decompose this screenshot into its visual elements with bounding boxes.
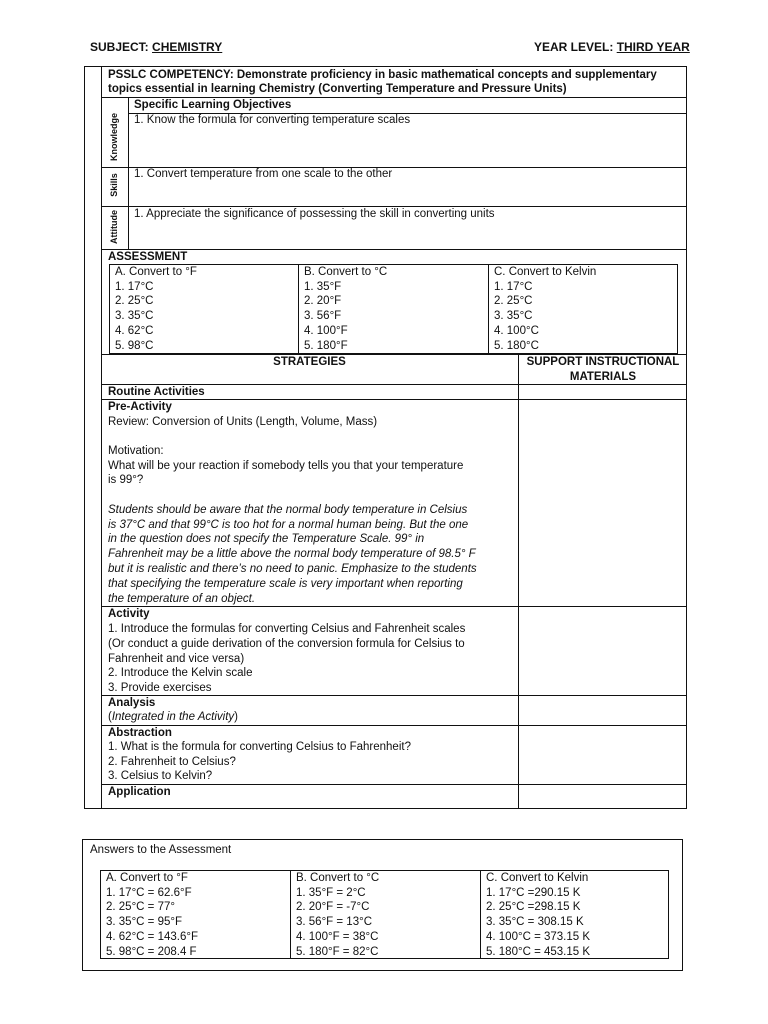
teacher-note-line: that specifying the temperature scale is very important when reporting (108, 578, 463, 590)
competency-line-1: PSSLC COMPETENCY: Demonstrate proficiency in basic mathematical concepts and supplementary (108, 69, 657, 81)
activity-heading: Activity (108, 608, 150, 620)
year-value: THIRD YEAR (616, 40, 690, 54)
competency-line-2: topics essential in learning Chemistry (Converting Temperature and Pressure Units) (108, 83, 567, 95)
knowledge-label: Knowledge (109, 113, 119, 162)
teacher-note-line: Fahrenheit may be a little above the normal body temperature of 98.5° F (108, 548, 476, 560)
list-item: 3. 56°F (304, 310, 342, 323)
subject-value: CHEMISTRY (152, 40, 223, 54)
list-item: 5. 98°C = 208.4 F (106, 945, 197, 958)
activity-line: 2. Introduce the Kelvin scale (108, 667, 253, 679)
table-divider (128, 97, 129, 250)
answers-heading: Answers to the Assessment (90, 844, 232, 856)
list-item: 4. 100°C (494, 324, 539, 337)
table-divider (290, 870, 291, 959)
table-divider (488, 264, 489, 354)
analysis-note-text: Integrated in the Activity (111, 711, 235, 723)
year-line (534, 40, 690, 54)
list-item: 3. 35°C = 95°F (106, 916, 183, 929)
list-item: 1. 17°C = 62.6°F (106, 886, 192, 899)
list-item: 4. 62°C = 143.6°F (106, 930, 198, 943)
table-divider (518, 354, 519, 809)
routine-activities: Routine Activities (108, 386, 205, 398)
column-title: A. Convert to °F (115, 266, 197, 278)
assessment-heading: ASSESSMENT (108, 251, 188, 263)
abstraction-heading: Abstraction (108, 727, 172, 739)
teacher-note-line: Students should be aware that the normal body temperature in Celsius (108, 504, 468, 516)
activity-line: (Or conduct a guide derivation of the conversion formula for Celsius to (108, 638, 465, 650)
column-title: B. Convert to °C (296, 872, 380, 884)
table-divider (101, 606, 687, 607)
abstraction-line: 1. What is the formula for converting Celsius to Fahrenheit? (108, 741, 411, 753)
table-divider (101, 66, 102, 809)
list-item: 1. 35°F = 2°C (296, 886, 366, 899)
application-heading: Application (108, 786, 171, 798)
activity-line: 3. Provide exercises (108, 682, 212, 694)
teacher-note-line: is 37°C and that 99°C is too hot for a normal human being. But the one (108, 519, 469, 531)
list-item: 1. 17°C (115, 280, 154, 293)
table-divider (101, 695, 687, 696)
analysis-note: (Integrated in the Activity) (108, 711, 238, 723)
knowledge-objective: 1. Know the formula for converting temperature scales (134, 114, 411, 126)
year-label: YEAR LEVEL: (534, 40, 614, 54)
activity-line: Fahrenheit and vice versa) (108, 653, 245, 665)
list-item: 2. 25°C =298.15 K (486, 901, 581, 914)
strategies-heading: STRATEGIES (273, 356, 346, 368)
list-item: 3. 56°F = 13°C (296, 916, 373, 929)
list-item: 2. 25°C (115, 295, 154, 308)
analysis-heading: Analysis (108, 697, 156, 709)
list-item: 3. 35°C (115, 310, 154, 323)
list-item: 2. 25°C (494, 295, 533, 308)
table-divider (480, 870, 481, 959)
list-item: 4. 100°F = 38°C (296, 930, 379, 943)
column-title: B. Convert to °C (304, 266, 388, 278)
list-item: 1. 17°C =290.15 K (486, 886, 581, 899)
list-item: 5. 180°F = 82°C (296, 945, 379, 958)
motivation-label: Motivation: (108, 445, 164, 457)
materials-heading-1: SUPPORT INSTRUCTIONAL (526, 356, 680, 368)
table-divider (101, 249, 687, 250)
motivation-question-1: What will be your reaction if somebody tells you that your temperature (108, 460, 464, 472)
table-divider (101, 399, 687, 400)
review-text: Review: Conversion of Units (Length, Volume, Mass) (108, 416, 378, 428)
activity-line: 1. Introduce the formulas for converting Celsius and Fahrenheit scales (108, 623, 466, 635)
list-item: 3. 35°C = 308.15 K (486, 916, 584, 929)
skills-label: Skills (109, 173, 119, 197)
abstraction-line: 3. Celsius to Kelvin? (108, 770, 213, 782)
list-item: 2. 20°F = -7°C (296, 901, 370, 914)
table-divider (101, 725, 687, 726)
list-item: 2. 25°C = 77° (106, 901, 175, 914)
pre-activity-heading: Pre-Activity (108, 401, 172, 413)
list-item: 2. 20°F (304, 295, 342, 308)
teacher-note-line: the temperature of an object. (108, 593, 256, 605)
list-item: 4. 100°C = 373.15 K (486, 930, 591, 943)
teacher-note-line: in the question does not specify the Temperature Scale. 99° in (108, 533, 425, 545)
skills-objective: 1. Convert temperature from one scale to the other (134, 168, 393, 180)
list-item: 4. 62°C (115, 324, 154, 337)
column-title: A. Convert to °F (106, 872, 188, 884)
motivation-question-2: is 99°? (108, 474, 144, 486)
table-divider (101, 784, 687, 785)
list-item: 4. 100°F (304, 324, 348, 337)
subject-label: SUBJECT: (90, 40, 149, 54)
attitude-objective: 1. Appreciate the significance of possessing the skill in converting units (134, 208, 495, 220)
materials-heading-2: MATERIALS (569, 371, 637, 383)
list-item: 5. 180°F (304, 339, 348, 352)
table-divider (298, 264, 299, 354)
list-item: 1. 17°C (494, 280, 533, 293)
list-item: 5. 98°C (115, 339, 154, 352)
subject-line (90, 40, 222, 54)
list-item: 1. 35°F (304, 280, 342, 293)
column-title: C. Convert to Kelvin (486, 872, 589, 884)
attitude-label: Attitude (109, 210, 119, 244)
list-item: 5. 180°C (494, 339, 539, 352)
column-title: C. Convert to Kelvin (494, 266, 597, 278)
abstraction-line: 2. Fahrenheit to Celsius? (108, 756, 236, 768)
teacher-note-line: but it is realistic and there’s no need to panic. Emphasize to the students (108, 563, 477, 575)
list-item: 3. 35°C (494, 310, 533, 323)
list-item: 5. 180°C = 453.15 K (486, 945, 591, 958)
objectives-heading: Specific Learning Objectives (134, 99, 292, 111)
